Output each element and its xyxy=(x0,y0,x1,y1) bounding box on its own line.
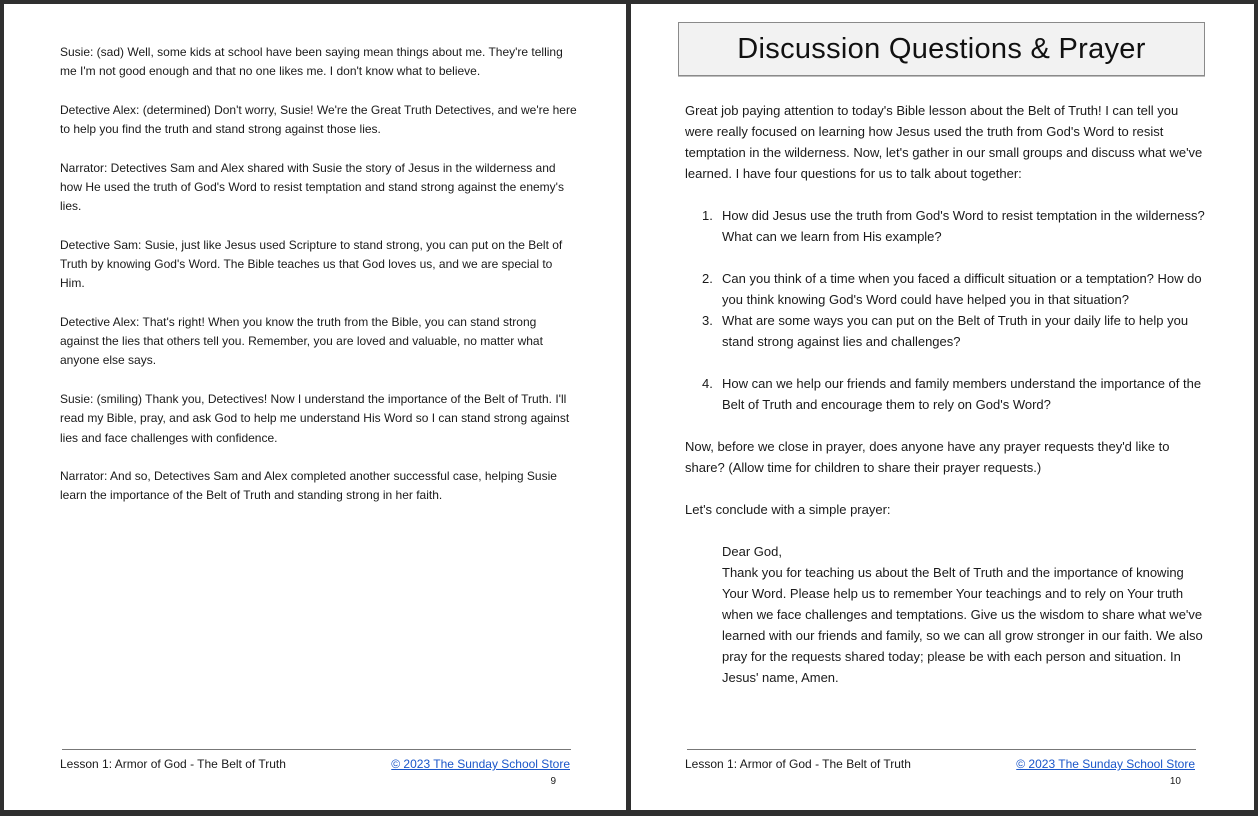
question-text: How did Jesus use the truth from God's Word to resist temptation in the wilderness? What can we learn from His example? xyxy=(722,208,1205,244)
footer-divider xyxy=(687,749,1196,750)
dialogue-paragraph: Detective Alex: (determined) Don't worry, Susie! We're the Great Truth Detectives, and we're here to help you find the truth and stand strong against those lies. xyxy=(60,102,577,137)
question-item xyxy=(685,205,1205,247)
dialogue-paragraph: Narrator: Detectives Sam and Alex shared with Susie the story of Jesus in the wilderness and how He used the truth of God's Word to resist temptation and stand strong against the enemy's lies. xyxy=(60,160,564,214)
question-number: 4. xyxy=(702,376,713,391)
prayer-greeting: Dear God, xyxy=(722,544,782,559)
copyright-link[interactable]: © 2023 The Sunday School Store xyxy=(391,757,570,771)
dialogue-paragraph: Susie: (sad) Well, some kids at school have been saying mean things about me. They're telling me I'm not good enough and that no one likes me. I don't know what to believe. xyxy=(60,45,563,79)
footer-lesson-title: Lesson 1: Armor of God - The Belt of Truth xyxy=(60,757,286,771)
prayer-requests-paragraph: Now, before we close in prayer, does anyone have any prayer requests they'd like to share? (Allow time for children to share their prayer requests.) xyxy=(685,439,1170,475)
dialogue-paragraph: Detective Sam: Susie, just like Jesus used Scripture to stand strong, you can put on the Belt of Truth by knowing God's Word. The Bible teaches us that God loves us, and we are special to Him. xyxy=(60,237,563,291)
question-text: What are some ways you can put on the Belt of Truth in your daily life to help you stand strong against lies and challenges? xyxy=(722,313,1189,349)
page-number: 9 xyxy=(550,776,556,787)
footer-divider xyxy=(62,749,571,750)
dialogue-paragraph: Narrator: And so, Detectives Sam and Alex completed another successful case, helping Susie learn the importance of the Belt of Truth and standing strong in her faith. xyxy=(60,469,557,503)
question-item xyxy=(685,310,1205,352)
page-10 xyxy=(631,4,1254,810)
question-number: 3. xyxy=(702,313,713,328)
discussion-questions xyxy=(685,205,1205,415)
dialogue-paragraph: Susie: (smiling) Thank you, Detectives! Now I understand the importance of the Belt of Truth. I'll read my Bible, pray, and ask God to help me understand His Word so I can stand strong against lies and face challenges with confidence. xyxy=(60,392,570,445)
copyright-link[interactable]: © 2023 The Sunday School Store xyxy=(1016,757,1195,771)
prayer-block xyxy=(685,541,1205,688)
page-content xyxy=(685,100,1205,688)
intro-paragraph: Great job paying attention to today's Bible lesson about the Belt of Truth! I can tell you were really focused on learning how Jesus used the truth from God's Word to resist temptation in the wilderness. Now, let's gather in our small groups and discuss what we've learned. I have four questions for us to talk about together: xyxy=(685,103,1203,181)
footer-lesson-title: Lesson 1: Armor of God - The Belt of Truth xyxy=(685,757,911,771)
question-item xyxy=(685,268,1205,310)
question-number: 2. xyxy=(702,271,713,286)
prayer-body: Thank you for teaching us about the Belt of Truth and the importance of knowing Your Word. Please help us to remember Your teachings and to rely on Your truth when we face challenges and temptations. Give us the wisdom to share what we've learned with our friends and family, so we can all grow stronger in our faith. We also pray for the requests shared today; please be with each person and situation. In Jesus' name, Amen. xyxy=(722,565,1203,685)
page-9 xyxy=(4,4,626,810)
question-item xyxy=(685,373,1205,415)
question-number: 1. xyxy=(702,208,713,223)
question-text: Can you think of a time when you faced a difficult situation or a temptation? How do you think knowing God's Word could have helped you in that situation? xyxy=(722,271,1202,307)
dialogue-text xyxy=(60,43,578,525)
page-number: 10 xyxy=(1169,776,1181,787)
conclude-paragraph: Let's conclude with a simple prayer: xyxy=(685,502,891,517)
dialogue-paragraph: Detective Alex: That's right! When you know the truth from the Bible, you can stand strong against the lies that others tell you. Remember, you are loved and valuable, no matter what anyone else says. xyxy=(60,315,543,368)
question-text: How can we help our friends and family members understand the importance of the Belt of Truth and encourage them to rely on God's Word? xyxy=(722,376,1202,412)
title-box xyxy=(678,22,1205,76)
page-title: Discussion Questions & Prayer xyxy=(737,32,1146,65)
